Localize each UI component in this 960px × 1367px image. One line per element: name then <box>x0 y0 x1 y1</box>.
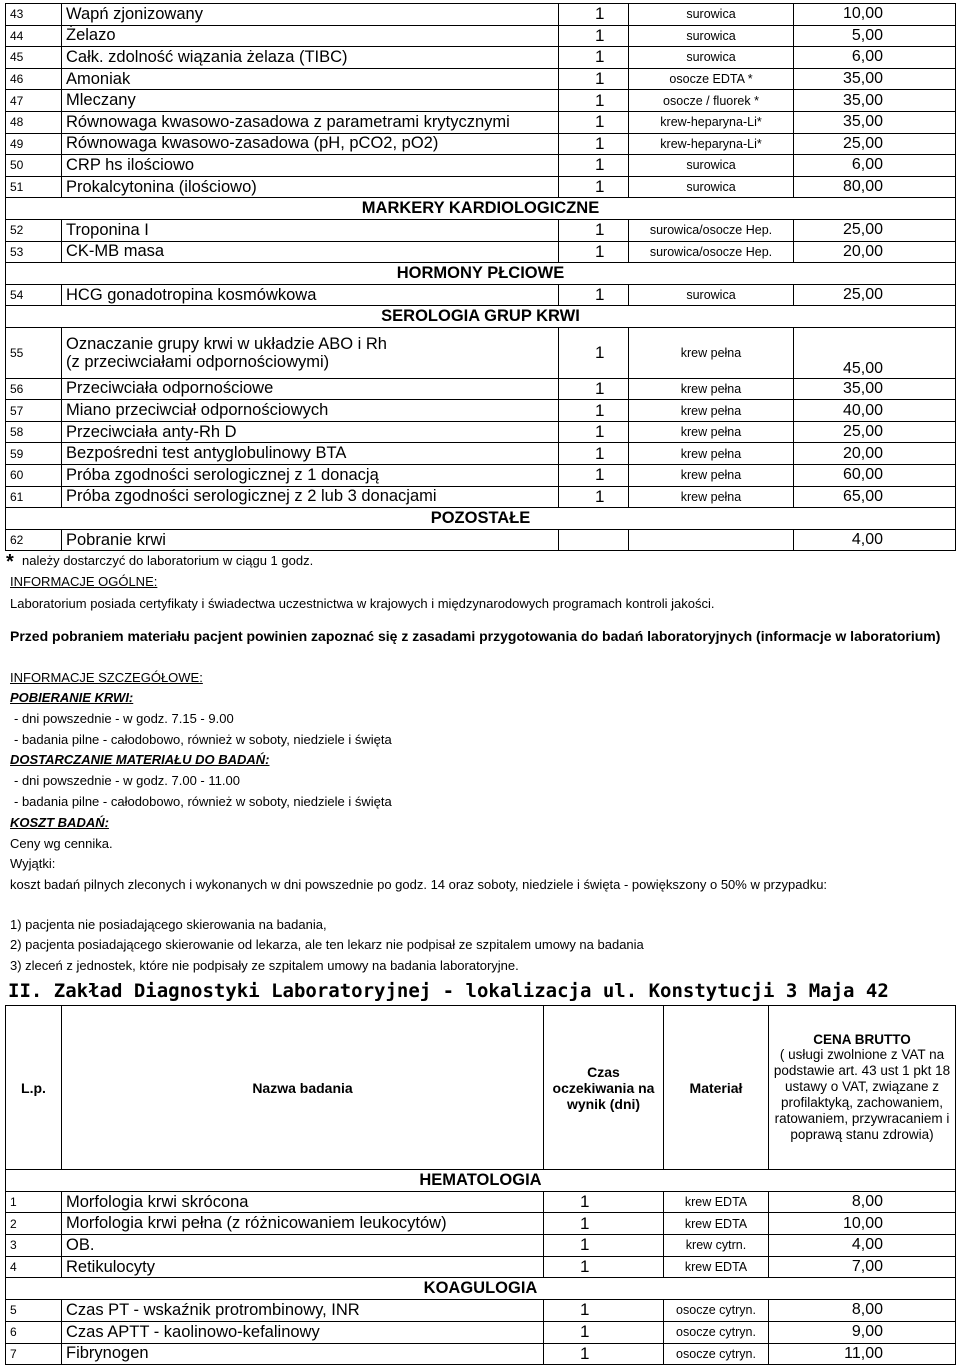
material: krew EDTA <box>664 1256 769 1278</box>
header-time: Czas oczekiwania na wynik (dni) <box>544 1006 664 1170</box>
row-number: 58 <box>6 421 62 443</box>
price: 35,00 <box>794 68 956 90</box>
test-name-line-1: Oznaczanie grupy krwi w układzie ABO i Rh <box>66 334 387 353</box>
turnaround-days: 1 <box>559 155 629 177</box>
price: 11,00 <box>769 1343 956 1365</box>
cost-heading: KOSZT BADAŃ: <box>10 815 109 830</box>
material: surowica <box>629 155 794 177</box>
material: surowica <box>629 47 794 69</box>
test-name: Czas PT - wskaźnik protrombinowy, INR <box>62 1300 544 1322</box>
test-name: Przeciwciała anty-Rh D <box>62 421 559 443</box>
test-name: Troponina I <box>62 219 559 241</box>
row-number: 54 <box>6 284 62 306</box>
row-number: 48 <box>6 111 62 133</box>
row-number: 57 <box>6 400 62 422</box>
price: 25,00 <box>794 133 956 155</box>
turnaround-days: 1 <box>559 68 629 90</box>
price: 65,00 <box>794 486 956 508</box>
price: 8,00 <box>769 1300 956 1322</box>
test-name: OB. <box>62 1235 544 1257</box>
test-name: Fibrynogen <box>62 1343 544 1365</box>
material: krew pełna <box>629 327 794 378</box>
material: krew EDTA <box>664 1213 769 1235</box>
price: 45,00 <box>794 327 956 378</box>
test-name: Wapń zjonizowany <box>62 4 559 26</box>
cost-2: Wyjątki: <box>10 856 56 871</box>
section-row <box>6 263 956 285</box>
material: surowica <box>629 284 794 306</box>
footnote: należy dostarczyć do laboratorium w ciągu 1 godz. <box>22 553 314 568</box>
turnaround-days: 1 <box>559 378 629 400</box>
price: 8,00 <box>769 1191 956 1213</box>
header-price-note: ( usługi zwolnione z VAT na podstawie art. 43 ust 1 pkt 18 ustawy o VAT, związane z profilaktyką, zachowaniem, ratowaniem, przywracaniem i poprawą stanu zdrowia) <box>773 1047 951 1142</box>
price: 40,00 <box>794 400 956 422</box>
test-name: Próba zgodności serologicznej z 2 lub 3 donacjami <box>62 486 559 508</box>
section2-title: II. Zakład Diagnostyki Laboratoryjnej - lokalizacja ul. Konstytucji 3 Maja 42 <box>8 980 889 1002</box>
material: osocze EDTA * <box>629 68 794 90</box>
price-table-2-body <box>6 1170 956 1365</box>
table-row <box>6 1235 956 1257</box>
price: 80,00 <box>794 176 956 198</box>
table-row <box>6 1191 956 1213</box>
bold-notice: Przed pobraniem materiału pacjent powinien zapoznać się z zasadami przygotowania do badań laboratoryjnych (informacje w laboratorium) <box>10 628 941 644</box>
table-row <box>6 176 956 198</box>
section-row <box>6 508 956 530</box>
turnaround-days: 1 <box>544 1321 664 1343</box>
material: krew pełna <box>629 421 794 443</box>
table-row <box>6 1321 956 1343</box>
material: krew pełna <box>629 443 794 465</box>
material: surowica <box>629 176 794 198</box>
price: 9,00 <box>769 1321 956 1343</box>
row-number: 61 <box>6 486 62 508</box>
turnaround-days: 1 <box>559 47 629 69</box>
table-row <box>6 284 956 306</box>
row-number: 59 <box>6 443 62 465</box>
delivery-2: - badania pilne - całodobowo, również w soboty, niedziele i święta <box>14 794 392 809</box>
price-table-2 <box>5 1005 956 1365</box>
row-number: 3 <box>6 1235 62 1257</box>
price: 25,00 <box>794 421 956 443</box>
header-name: Nazwa badania <box>62 1006 544 1170</box>
header-price <box>769 1006 956 1170</box>
collection-1: - dni powszednie - w godz. 7.15 - 9.00 <box>14 711 234 726</box>
header-material: Materiał <box>664 1006 769 1170</box>
case-1: 1) pacjenta nie posiadającego skierowania na badania, <box>10 917 327 932</box>
row-number: 44 <box>6 25 62 47</box>
price-table-1 <box>5 3 956 551</box>
footnote-star: * <box>6 551 14 573</box>
table-row <box>6 90 956 112</box>
section-row <box>6 1278 956 1300</box>
turnaround-days: 1 <box>559 25 629 47</box>
price: 6,00 <box>794 155 956 177</box>
material: surowica <box>629 4 794 26</box>
price: 10,00 <box>769 1213 956 1235</box>
row-number: 50 <box>6 155 62 177</box>
row-number: 4 <box>6 1256 62 1278</box>
test-name: HCG gonadotropina kosmówkowa <box>62 284 559 306</box>
table-row <box>6 1256 956 1278</box>
table-row <box>6 68 956 90</box>
row-number: 6 <box>6 1321 62 1343</box>
test-name: Pobranie krwi <box>62 529 559 551</box>
section-title: POZOSTAŁE <box>6 508 956 530</box>
price: 6,00 <box>794 47 956 69</box>
material: krew pełna <box>629 400 794 422</box>
test-name: Morfologia krwi skrócona <box>62 1191 544 1213</box>
test-name: Przeciwciała odpornościowe <box>62 378 559 400</box>
test-name: Morfologia krwi pełna (z różnicowaniem leukocytów) <box>62 1213 544 1235</box>
row-number: 45 <box>6 47 62 69</box>
detail-heading: INFORMACJE SZCZEGÓŁOWE: <box>10 670 203 685</box>
table-row <box>6 465 956 487</box>
test-name: Próba zgodności serologicznej z 1 donacją <box>62 465 559 487</box>
material: krew-heparyna-Li* <box>629 133 794 155</box>
test-name: Żelazo <box>62 25 559 47</box>
turnaround-days <box>559 529 629 551</box>
turnaround-days: 1 <box>559 176 629 198</box>
general-text: Laboratorium posiada certyfikaty i świadectwa uczestnictwa w krajowych i międzynarodowych programach kontroli jakości. <box>10 596 715 611</box>
turnaround-days: 1 <box>544 1235 664 1257</box>
row-number: 52 <box>6 219 62 241</box>
turnaround-days: 1 <box>559 241 629 263</box>
test-name: Całk. zdolność wiązania żelaza (TIBC) <box>62 47 559 69</box>
price: 20,00 <box>794 241 956 263</box>
row-number: 5 <box>6 1300 62 1322</box>
row-number: 1 <box>6 1191 62 1213</box>
table-row <box>6 133 956 155</box>
table-row <box>6 1343 956 1365</box>
section-title: MARKERY KARDIOLOGICZNE <box>6 198 956 220</box>
table-row <box>6 241 956 263</box>
turnaround-days: 1 <box>559 486 629 508</box>
table-row <box>6 47 956 69</box>
row-number: 55 <box>6 327 62 378</box>
row-number: 43 <box>6 4 62 26</box>
material: krew pełna <box>629 486 794 508</box>
test-name: CRP hs ilościowo <box>62 155 559 177</box>
header-lp: L.p. <box>6 1006 62 1170</box>
test-name: CK-MB masa <box>62 241 559 263</box>
turnaround-days: 1 <box>559 111 629 133</box>
general-heading: INFORMACJE OGÓLNE: <box>10 574 158 589</box>
test-name: Czas APTT - kaolinowo-kefalinowy <box>62 1321 544 1343</box>
row-number: 7 <box>6 1343 62 1365</box>
material: surowica <box>629 25 794 47</box>
table-row <box>6 25 956 47</box>
price: 60,00 <box>794 465 956 487</box>
test-name: Bezpośredni test antyglobulinowy BTA <box>62 443 559 465</box>
turnaround-days: 1 <box>544 1300 664 1322</box>
material: osocze cytryn. <box>664 1300 769 1322</box>
case-3: 3) zleceń z jednostek, które nie podpisały ze szpitalem umowy na badania laboratoryjne. <box>10 958 519 973</box>
table2-header <box>6 1006 956 1170</box>
price: 35,00 <box>794 378 956 400</box>
row-number: 62 <box>6 529 62 551</box>
price-table-1-body <box>6 4 956 551</box>
cost-1: Ceny wg cennika. <box>10 836 113 851</box>
turnaround-days: 1 <box>559 133 629 155</box>
material: krew cytrn. <box>664 1235 769 1257</box>
price: 20,00 <box>794 443 956 465</box>
section-title: HEMATOLOGIA <box>6 1170 956 1192</box>
row-number: 47 <box>6 90 62 112</box>
table-row <box>6 111 956 133</box>
price: 5,00 <box>794 25 956 47</box>
material: surowica/osocze Hep. <box>629 241 794 263</box>
price: 4,00 <box>794 529 956 551</box>
collection-2: - badania pilne - całodobowo, również w soboty, niedziele i święta <box>14 732 392 747</box>
turnaround-days: 1 <box>544 1191 664 1213</box>
turnaround-days: 1 <box>559 443 629 465</box>
material: osocze cytryn. <box>664 1321 769 1343</box>
price: 35,00 <box>794 90 956 112</box>
test-name: Miano przeciwciał odpornościowych <box>62 400 559 422</box>
table-row <box>6 219 956 241</box>
delivery-heading: DOSTARCZANIE MATERIAŁU DO BADAŃ: <box>10 752 270 767</box>
section-row <box>6 306 956 328</box>
price: 10,00 <box>794 4 956 26</box>
table-row <box>6 443 956 465</box>
test-name-line-2: (z przeciwciałami odpornościowymi) <box>66 352 330 371</box>
section-row <box>6 198 956 220</box>
price: 25,00 <box>794 284 956 306</box>
material: krew pełna <box>629 378 794 400</box>
price: 25,00 <box>794 219 956 241</box>
price: 4,00 <box>769 1235 956 1257</box>
material: osocze cytryn. <box>664 1343 769 1365</box>
test-name: Równowaga kwasowo-zasadowa z parametrami krytycznymi <box>62 111 559 133</box>
material: krew pełna <box>629 465 794 487</box>
delivery-1: - dni powszednie - w godz. 7.00 - 11.00 <box>14 773 240 788</box>
test-name: Prokalcytonina (ilościowo) <box>62 176 559 198</box>
test-name: Równowaga kwasowo-zasadowa (pH, pCO2, pO2) <box>62 133 559 155</box>
table-row <box>6 327 956 378</box>
turnaround-days: 1 <box>544 1256 664 1278</box>
header-price-title: CENA BRUTTO <box>813 1032 911 1047</box>
section-row <box>6 1170 956 1192</box>
table-row <box>6 421 956 443</box>
material <box>629 529 794 551</box>
material: surowica/osocze Hep. <box>629 219 794 241</box>
cost-3: koszt badań pilnych zleconych i wykonanych w dni powszednie po godz. 14 oraz soboty, niedziele i święta - powiększony o 50% w przypadku: <box>10 877 828 892</box>
price: 35,00 <box>794 111 956 133</box>
table-row <box>6 378 956 400</box>
test-name: Amoniak <box>62 68 559 90</box>
section-title: KOAGULOGIA <box>6 1278 956 1300</box>
table-row <box>6 1213 956 1235</box>
row-number: 46 <box>6 68 62 90</box>
section-title: SEROLOGIA GRUP KRWI <box>6 306 956 328</box>
row-number: 51 <box>6 176 62 198</box>
turnaround-days: 1 <box>544 1213 664 1235</box>
table-row <box>6 486 956 508</box>
material: krew-heparyna-Li* <box>629 111 794 133</box>
price: 7,00 <box>769 1256 956 1278</box>
table-row <box>6 155 956 177</box>
section-title: HORMONY PŁCIOWE <box>6 263 956 285</box>
turnaround-days: 1 <box>559 219 629 241</box>
turnaround-days: 1 <box>559 4 629 26</box>
table-row <box>6 1300 956 1322</box>
test-name: Mleczany <box>62 90 559 112</box>
row-number: 2 <box>6 1213 62 1235</box>
case-2: 2) pacjenta posiadającego skierowanie od lekarza, ale ten lekarz nie podpisał ze szpitalem umowy na badania <box>10 937 644 952</box>
turnaround-days: 1 <box>544 1343 664 1365</box>
row-number: 56 <box>6 378 62 400</box>
turnaround-days: 1 <box>559 400 629 422</box>
table-row <box>6 4 956 26</box>
turnaround-days: 1 <box>559 284 629 306</box>
turnaround-days: 1 <box>559 465 629 487</box>
turnaround-days: 1 <box>559 90 629 112</box>
test-name <box>62 327 559 378</box>
material: osocze / fluorek * <box>629 90 794 112</box>
table-row <box>6 400 956 422</box>
row-number: 49 <box>6 133 62 155</box>
turnaround-days: 1 <box>559 327 629 378</box>
row-number: 53 <box>6 241 62 263</box>
test-name: Retikulocyty <box>62 1256 544 1278</box>
material: krew EDTA <box>664 1191 769 1213</box>
turnaround-days: 1 <box>559 421 629 443</box>
table-row <box>6 529 956 551</box>
collection-heading: POBIERANIE KRWI: <box>10 690 134 705</box>
row-number: 60 <box>6 465 62 487</box>
